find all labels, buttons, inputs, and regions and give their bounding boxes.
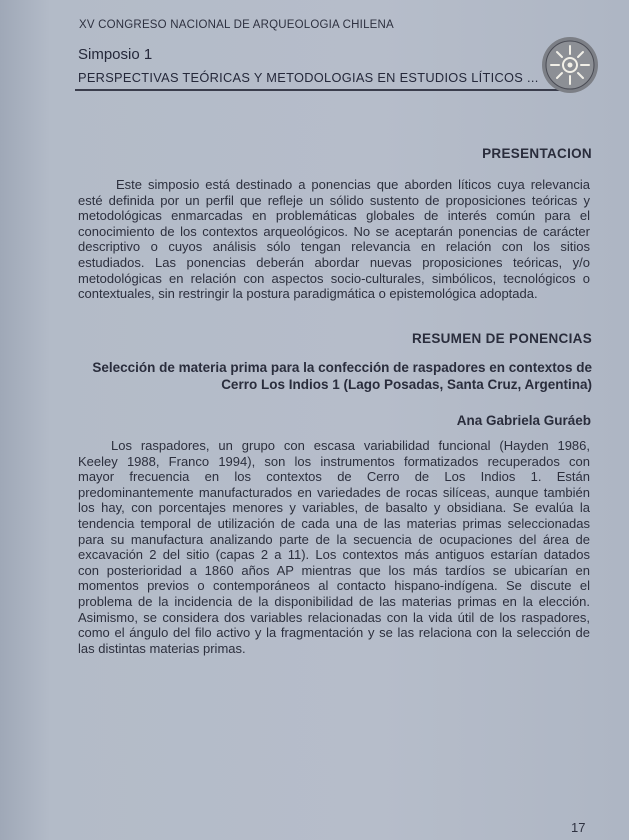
presentation-heading: PRESENTACION	[482, 146, 592, 161]
abstract-line: excavación 2 del sitio (capas 2 a 11). Los contextos más antiguos estarían datados	[78, 547, 590, 563]
abstract-line: predominantemente manufacturados en variedades de rocas silíceas, aunque también	[78, 484, 590, 500]
abstract-line: Los raspadores, un grupo con escasa variabilidad funcional (Hayden 1986,	[111, 438, 590, 453]
abstract-line: problema de la incidencia de la disponibilidad de las materias primas en la elección.	[78, 593, 590, 609]
abstract-line: como el ángulo del filo activo y la fragmentación y se las relaciona con la selección de	[78, 625, 590, 641]
abstract-line: tendencia temporal de utilización de cada una de las materias primas seleccionadas	[78, 515, 590, 531]
presentation-line: descriptivo o cuyos análisis sólo tengan relevancia en relación con los sitios	[78, 239, 590, 255]
presentation-line: Este simposio está destinado a ponencias que aborden líticos cuya relevancia	[116, 177, 590, 192]
symposium-title: Simposio 1	[78, 46, 153, 63]
presentation-line: esté definida por un perfil que refleje un sólido sustento de proposiciones teóricas y	[78, 192, 590, 208]
presentation-line: estudiados. Las ponencias deberán abordar nuevas proposiciones teóricas, y/o	[78, 254, 590, 270]
header-rule	[75, 89, 561, 91]
abstract-line: con posterioridad a 1860 años AP mientras que los más tardíos se ubicarían en	[78, 562, 590, 578]
presentation-paragraph	[78, 177, 590, 302]
paper-title-line: Selección de materia prima para la confección de raspadores en contextos de	[92, 360, 592, 375]
presentation-line: contextuales, sin restringir la postura paradigmática o epistemológica adoptada.	[78, 286, 538, 302]
symposium-subtitle: PERSPECTIVAS TEÓRICAS Y METODOLOGIAS EN ESTUDIOS LÍTICOS ...	[78, 70, 539, 85]
abstract-line: los hay, con porcentajes menores y variables, de basalto y obsidiana. Se evalúa la	[78, 500, 590, 516]
paper-title	[72, 359, 592, 393]
page-number: 17	[571, 820, 586, 835]
abstract-line: Asimismo, se considera dos variables relacionadas con la vida útil de los raspadores,	[78, 609, 590, 625]
paper-author: Ana Gabriela Guráeb	[456, 413, 591, 428]
presentation-line: metodológicas enmarcadas en problemáticas globales de interés común para el	[78, 208, 590, 224]
sun-emblem-icon	[541, 36, 599, 94]
abstract-line: las distintas materias primas.	[78, 640, 246, 656]
abstract-line: momentos previos o contemporáneos al contacto hispano-indígena. Se discute el	[78, 578, 590, 594]
summary-heading: RESUMEN DE PONENCIAS	[411, 331, 592, 346]
presentation-line: metodológicas en relación con aspectos socio-culturales, simbólicos, tecnológicos o	[78, 270, 590, 286]
abstract-line: mayor frecuencia en los contextos de Cerro de Los Indios 1. Están	[78, 469, 590, 485]
abstract-line: para su manufactura analizando parte de la secuencia de ocupaciones del área de	[78, 531, 590, 547]
running-head: XV CONGRESO NACIONAL DE ARQUEOLOGIA CHILENA	[79, 19, 394, 31]
paper-title-line: Cerro Los Indios 1 (Lago Posadas, Santa Cruz, Argentina)	[221, 377, 592, 392]
abstract-line: Keeley 1988, Franco 1994), son los instrumentos formatizados recuperados con	[78, 453, 590, 469]
abstract-paragraph	[78, 438, 590, 656]
presentation-line: conocimiento de los contextos arqueológicos. No se aceptarán ponencias de carácter	[78, 223, 590, 239]
